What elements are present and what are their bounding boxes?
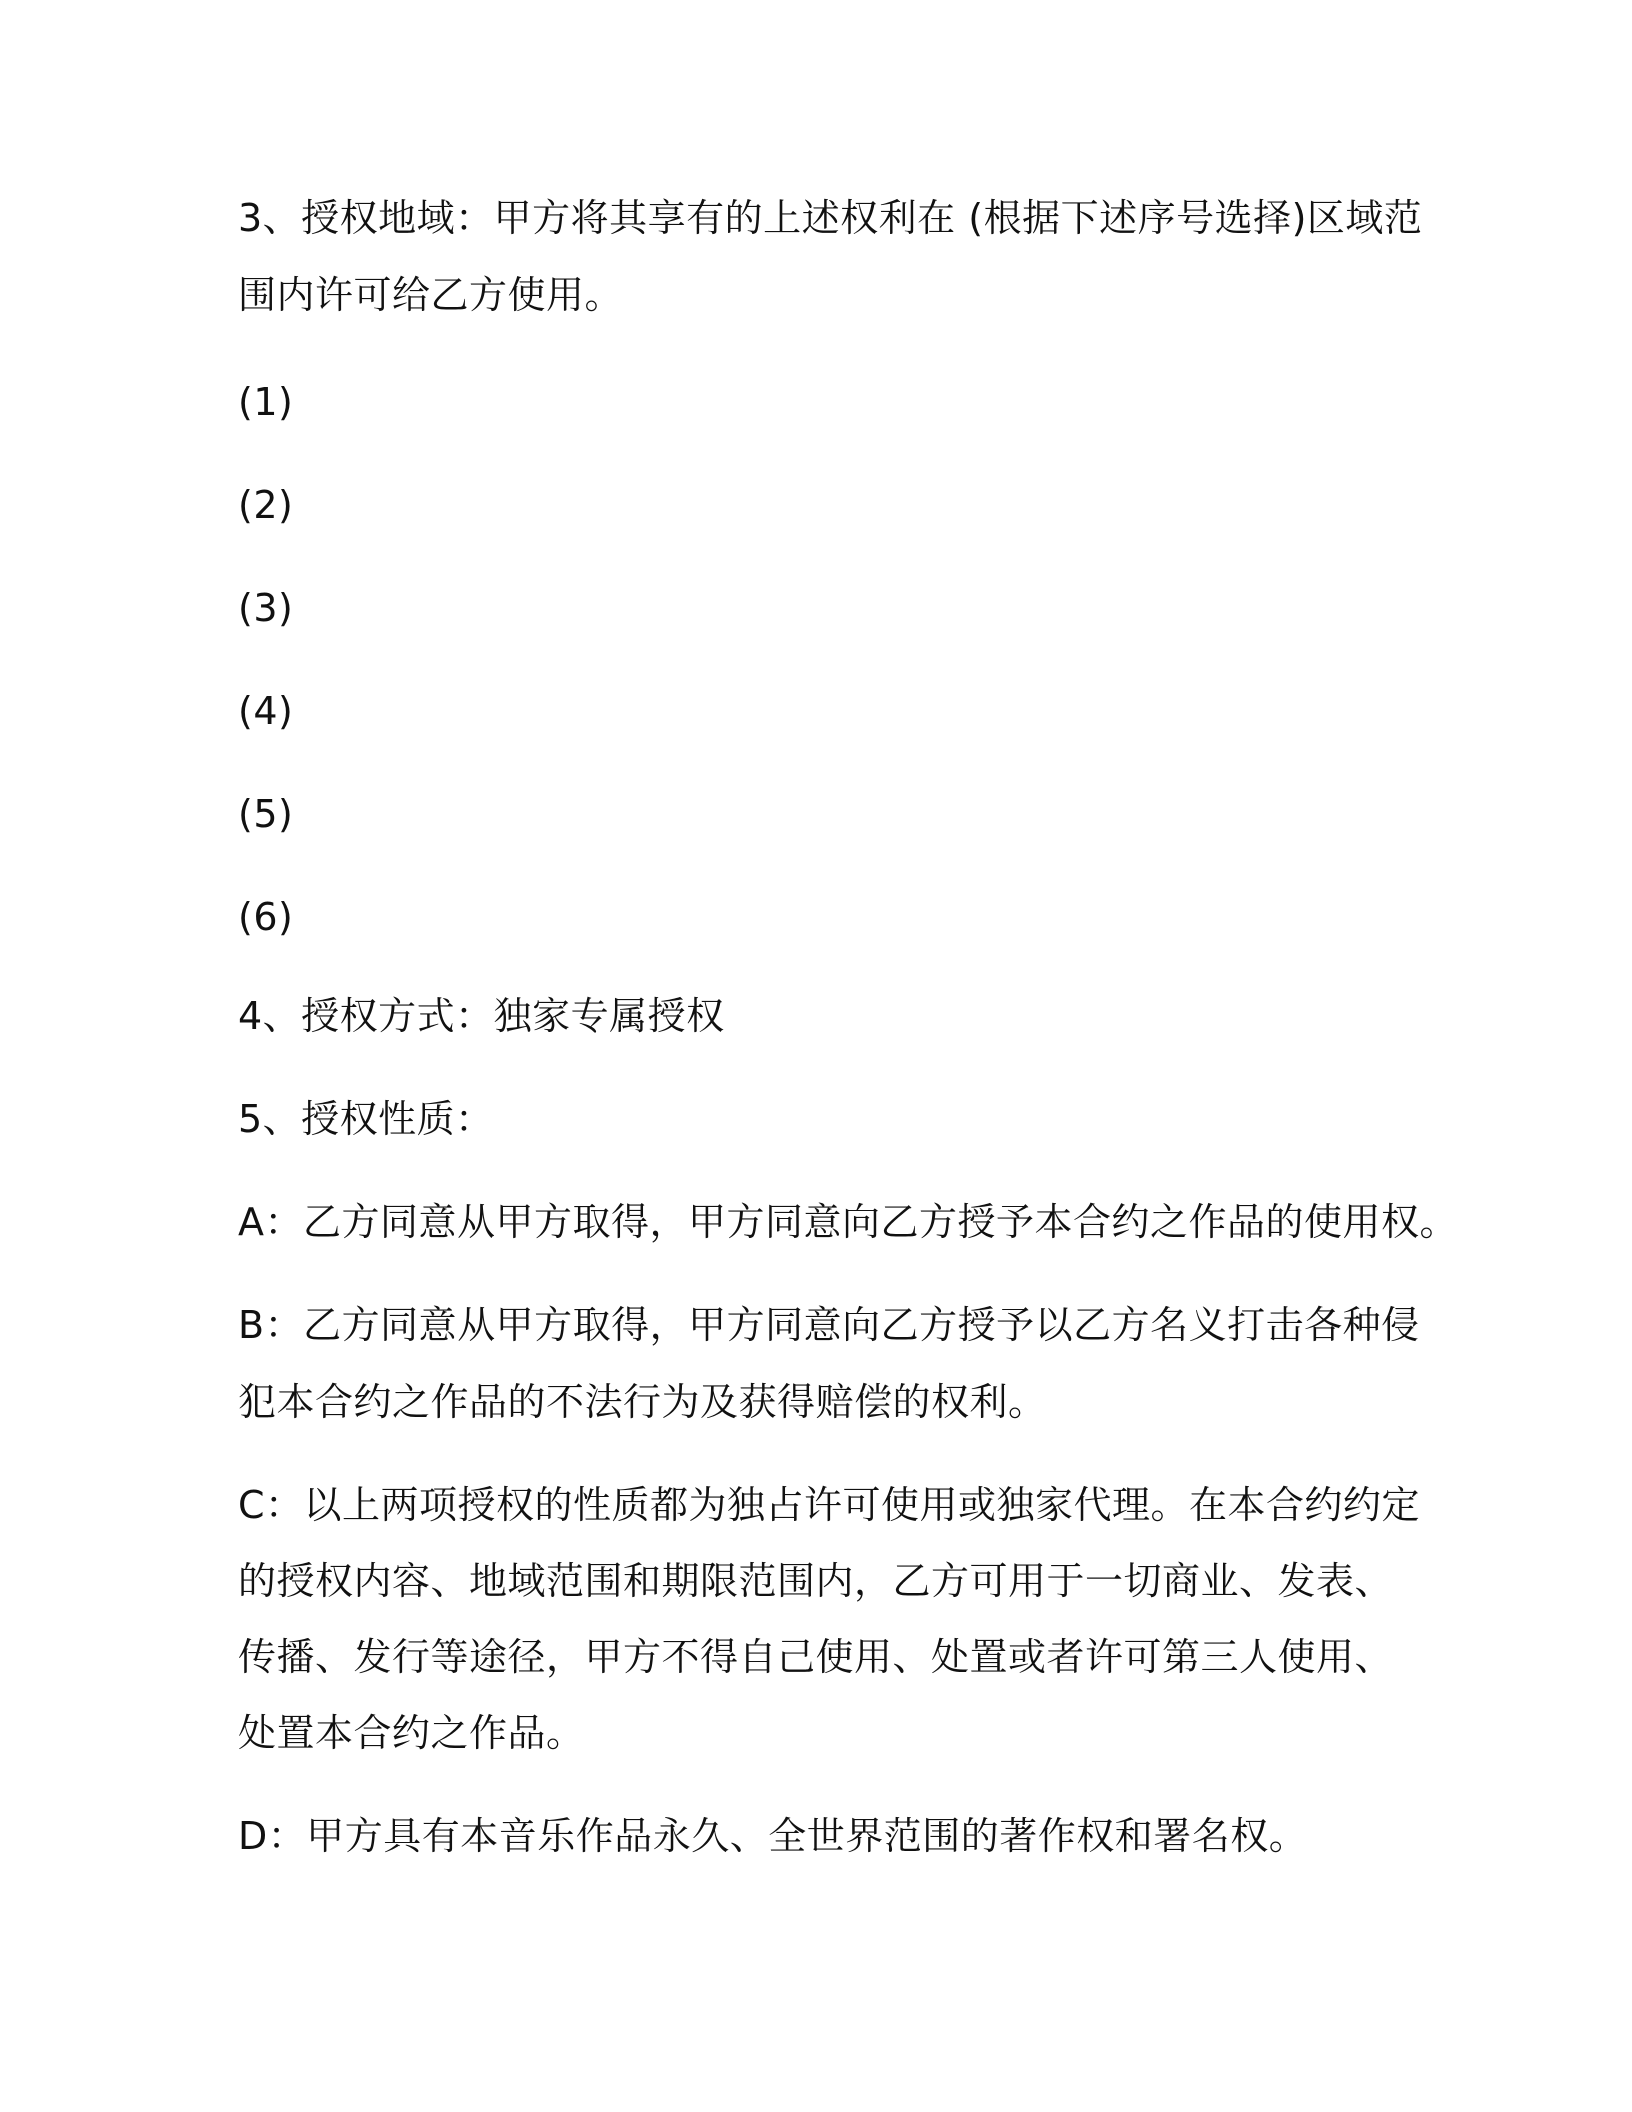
option-4: (4) — [238, 689, 294, 733]
item-c-line1: C：以上两项授权的性质都为独占许可使用或独家代理。在本合约约定 — [238, 1483, 1421, 1527]
item-c-line4: 处置本合约之作品。 — [238, 1711, 585, 1755]
item-d: D：甲方具有本音乐作品永久、全世界范围的著作权和署名权。 — [238, 1814, 1308, 1858]
option-5: (5) — [238, 792, 294, 836]
section4: 4、授权方式：独家专属授权 — [238, 994, 725, 1038]
option-1: (1) — [238, 380, 294, 424]
section3-line1: 3、授权地域：甲方将其享有的上述权利在 (根据下述序号选择)区域范 — [238, 196, 1423, 240]
item-a: A：乙方同意从甲方取得，甲方同意向乙方授予本合约之作品的使用权。 — [238, 1200, 1458, 1244]
option-2: (2) — [238, 483, 294, 527]
section5: 5、授权性质： — [238, 1097, 494, 1141]
item-c-line3: 传播、发行等途径，甲方不得自己使用、处置或者许可第三人使用、 — [238, 1635, 1394, 1679]
option-3: (3) — [238, 586, 294, 630]
section3-line2: 围内许可给乙方使用。 — [238, 273, 624, 317]
item-b-line2: 犯本合约之作品的不法行为及获得赔偿的权利。 — [238, 1380, 1047, 1424]
option-6: (6) — [238, 895, 294, 939]
item-c-line2: 的授权内容、地域范围和期限范围内，乙方可用于一切商业、发表、 — [238, 1559, 1394, 1603]
item-b-line1: B：乙方同意从甲方取得，甲方同意向乙方授予以乙方名义打击各种侵 — [238, 1303, 1420, 1347]
